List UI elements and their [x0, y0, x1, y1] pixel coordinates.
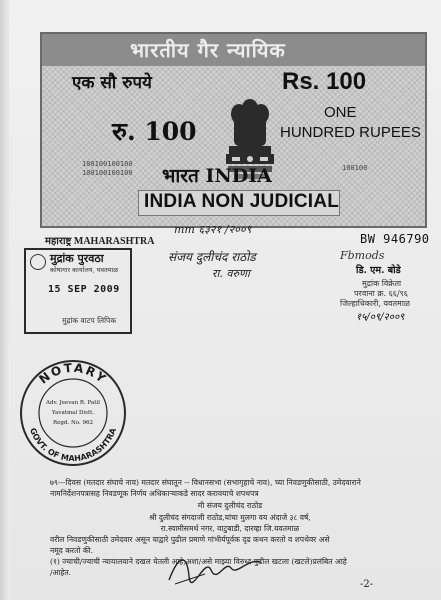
- notary-name: Adv. Jeevan R. Patil: [46, 400, 100, 406]
- vendor-name: डि. एम. बोडे: [356, 265, 401, 276]
- svg-text:GOVT. OF MAHARASHTRA: [28, 426, 118, 463]
- stamp-hindi-title: भारतीय गैर न्यायिक: [130, 38, 286, 62]
- notary-seal-top: NOTARY: [36, 360, 110, 387]
- page-fold-shadow: [0, 0, 10, 600]
- stamp-serial-number: BW 946790: [360, 232, 430, 246]
- body-line-1: ७९---दिवस (मतदार संघाचे नाव) मतदार संघातून -- विधानसभा (सभागृहाचे नाव), च्या निवडणुकीसाठी, उमेदवाराने: [50, 478, 361, 487]
- body-line-7: नमूद करतो की.: [50, 546, 94, 555]
- treasury-seal-icon: [30, 254, 46, 270]
- treasury-stamp-signature-label: मुद्रांक वाटप लिपिक: [62, 316, 117, 325]
- svg-text:NOTARY: [36, 361, 109, 387]
- body-line-8: (१) ज्याची/ज्याची न्यायालयाने दखल घेतली आहे,अशा/असे माझ्या विरुध्द पुढील खटला (खटले)प्रलंबित आहे: [50, 557, 347, 566]
- handwritten-stamp-number: mm ६३२१ /२००९: [174, 223, 252, 236]
- treasury-stamp-date: 15 SEP 2009: [48, 284, 120, 295]
- body-line-6: वरील निवडणुकीसाठी उमेदवार असून याद्वारे पुढील प्रमाणे गांभीर्यपूर्वक दृढ कथन करतो व शपथेवर असे: [50, 535, 330, 544]
- stamp-one-label: ONE: [324, 104, 357, 121]
- stamp-vendor-block: [326, 249, 434, 324]
- non-judicial-stamp: [40, 32, 427, 228]
- treasury-stamp-title: मुद्रांक पुरवठा: [50, 252, 104, 265]
- vendor-line-1: मुद्रांक विक्रेता: [362, 279, 402, 288]
- body-line-2: नामनिर्देशनपत्रासह निवडणूक निर्णय अधिकाऱ्याकडे सादर करावयाचे शपथपत्र: [50, 489, 259, 498]
- stamp-bharat-india: भारत INDIA: [162, 165, 272, 187]
- stamp-microprint-1: 100100100100: [82, 160, 133, 168]
- stamp-rs-value: Rs. 100: [282, 68, 367, 95]
- notary-seal: [18, 358, 128, 468]
- stamp-india-non-judicial: INDIA NON JUDICIAL: [144, 191, 340, 212]
- vendor-signature: Fbmods: [340, 249, 385, 262]
- treasury-stamp-subtitle: कोषागार कार्यालय, यवतमाळ: [50, 266, 119, 274]
- body-line-4: श्री दुलीचंद संगदाजी राठोड,यांचा मुलगा वय अंदाजे ३८ वर्ष,: [149, 513, 311, 522]
- body-line-3: मी संजय दुलीचंद राठोड: [197, 501, 263, 510]
- vendor-date: १५/०९/२००९: [356, 312, 405, 323]
- stamp-microprint-right: 100100: [342, 164, 368, 172]
- stamp-hindi-value: एक सौ रुपये: [72, 73, 152, 93]
- maharashtra-label: महाराष्ट्र MAHARASHTRA: [45, 236, 155, 247]
- notary-regd: Regd. No. 962: [53, 420, 93, 426]
- stamp-microprint-2: 100100100100: [82, 169, 133, 177]
- notary-place: Yavatmal Distt.: [51, 410, 95, 416]
- deponent-signature: [165, 548, 265, 588]
- vendor-line-3: जिल्हाधिकारी, यवतमाळ: [340, 299, 410, 308]
- stamp-ru-value: रु. 100: [112, 117, 197, 146]
- vendor-line-2: परवाना क्र. ६६/९६: [354, 289, 408, 298]
- page-number: -2-: [360, 579, 374, 590]
- treasury-date-stamp: [24, 248, 132, 334]
- notary-seal-bottom: GOVT. OF MAHARASHTRA: [28, 426, 118, 464]
- stamp-hundred-rupees-label: HUNDRED RUPEES: [280, 124, 421, 141]
- body-line-5: रा.स्वामीसमर्थ नगर, वाटुबाडी, दारव्हा जि.यवतमाळ: [160, 524, 300, 533]
- handwritten-purchaser-place: रा. वरुणा: [212, 267, 250, 280]
- handwritten-purchaser-name: संजय दुलीचंद राठोड: [168, 250, 256, 264]
- body-line-9: /आहेत.: [50, 568, 72, 577]
